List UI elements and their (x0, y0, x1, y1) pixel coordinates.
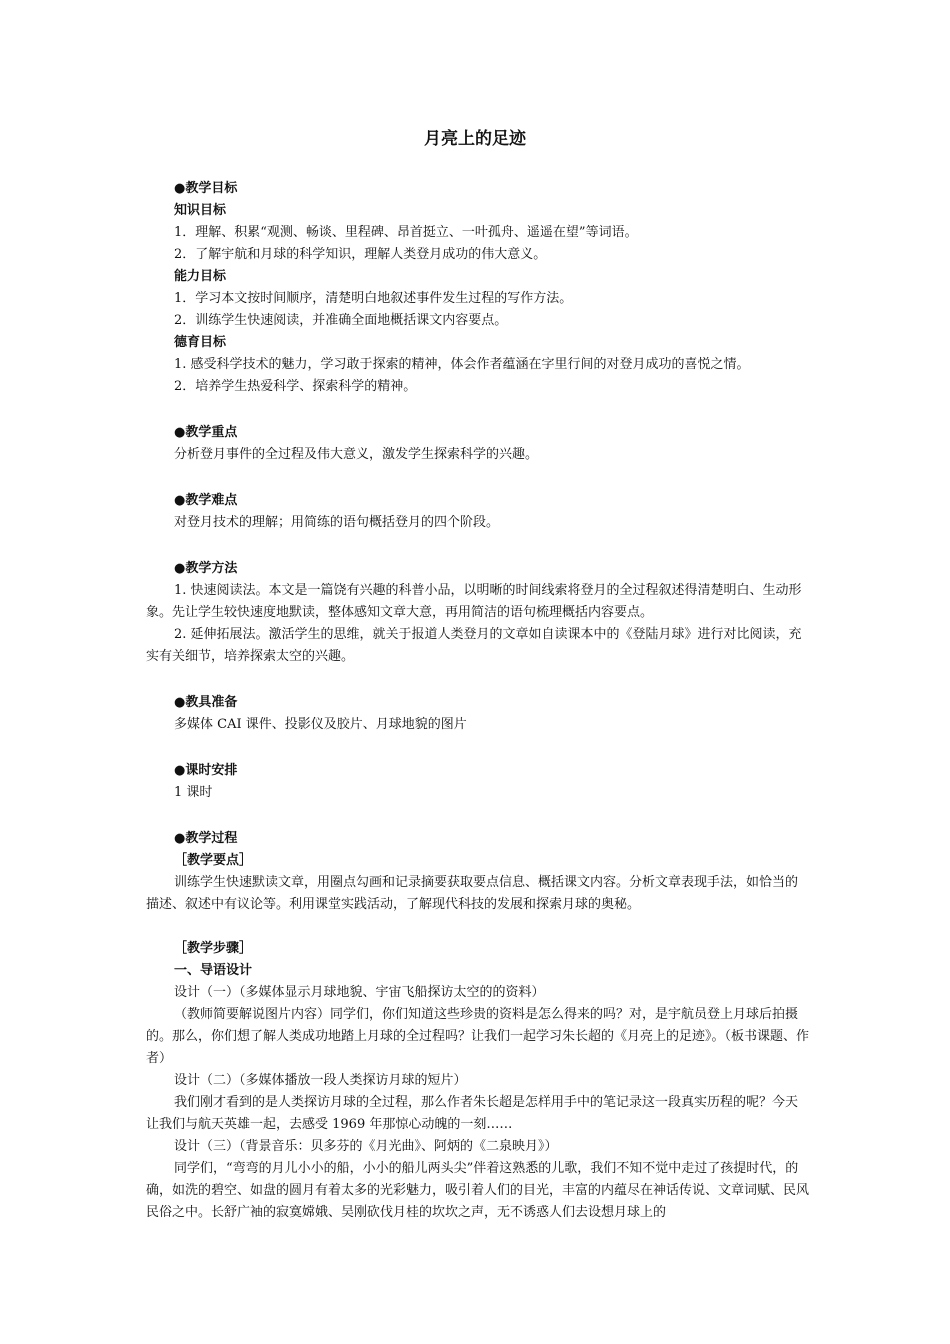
section-text-schedule: 1 课时 (174, 785, 213, 800)
section-heading-difficulty: ●教学难点 (174, 493, 238, 508)
page-title: 月亮上的足迹 (424, 129, 526, 149)
design-paragraph: （教师简要解说图片内容）同学们，你们知道这些珍贵的资料是怎么得来的吗？对，是宇航员登上月球后拍摄的。那么，你们想了解人类成功地踏上月球的全过程吗？让我们一起学习朱长超的《月亮上的足迹》。（板书课题、作者） (146, 1007, 810, 1066)
list-item: 1．学习本文按时间顺序，清楚明白地叙述事件发生过程的写作方法。 (174, 291, 573, 306)
subheading-ability: 能力目标 (174, 269, 227, 284)
list-item: 2．培养学生热爱科学、探索科学的精神。 (174, 379, 417, 394)
section-heading-process: ●教学过程 (174, 831, 238, 846)
subheading-intro: 一、导语设计 (174, 963, 253, 978)
design-paragraph: 我们刚才看到的是人类探访月球的全过程，那么作者朱长超是怎样用手中的笔记录这一段真实历程的呢？今天让我们与航天英雄一起，去感受 1969 年那惊心动魄的一刻…… (146, 1095, 799, 1132)
section-text-focus: 分析登月事件的全过程及伟大意义，激发学生探索科学的兴趣。 (174, 447, 539, 462)
subheading-moral: 德育目标 (174, 335, 227, 350)
section-text-difficulty: 对登月技术的理解；用简练的语句概括登月的四个阶段。 (174, 515, 500, 530)
section-heading-goals: ●教学目标 (174, 181, 238, 196)
subheading-key-points: ［教学要点］ (174, 853, 253, 868)
method-paragraph: 2. 延伸拓展法。激活学生的思维，就关于报道人类登月的文章如自读课本中的《登陆月球》进行对比阅读，充实有关细节，培养探索太空的兴趣。 (146, 627, 802, 664)
list-item: 2．了解宇航和月球的科学知识，理解人类登月成功的伟大意义。 (174, 247, 547, 262)
section-heading-focus: ●教学重点 (174, 425, 238, 440)
section-heading-tools: ●教具准备 (174, 695, 238, 710)
design-paragraph: 同学们，“弯弯的月儿小小的船，小小的船儿两头尖”伴着这熟悉的儿歌，我们不知不觉中走过了孩提时代，的确，如洗的碧空、如盘的圆月有着太多的光彩魅力，吸引着人们的目光，丰富的内蕴尽在神话传说、文章词赋、民风民俗之中。长舒广袖的寂寞嫦娥、吴刚砍伐月桂的坎坎之声，无不诱惑人们去设想月球上的 (146, 1161, 810, 1220)
design-label: 设计（二）（多媒体播放一段人类探访月球的短片） (174, 1073, 467, 1088)
section-heading-schedule: ●课时安排 (174, 763, 238, 778)
list-item: 1．理解、积累“观测、畅谈、里程碑、昂首挺立、一叶孤舟、遥遥在望”等词语。 (174, 225, 638, 240)
subheading-knowledge: 知识目标 (174, 203, 227, 218)
design-label: 设计（一）（多媒体显示月球地貌、宇宙飞船探访太空的的资料） (174, 985, 545, 1000)
section-text-tools: 多媒体 CAI 课件、投影仪及胶片、月球地貌的图片 (174, 717, 467, 732)
document-body (146, 178, 810, 1224)
section-heading-methods: ●教学方法 (174, 561, 238, 576)
design-label: 设计（三）（背景音乐：贝多芬的《月光曲》、阿炳的《二泉映月》） (174, 1139, 558, 1154)
list-item: 1. 感受科学技术的魅力，学习敢于探索的精神，体会作者蕴涵在字里行间的对登月成功的喜悦之情。 (174, 357, 750, 372)
list-item: 2．训练学生快速阅读，并准确全面地概括课文内容要点。 (174, 313, 508, 328)
method-paragraph: 1. 快速阅读法。本文是一篇饶有兴趣的科普小品，以明晰的时间线索将登月的全过程叙述得清楚明白、生动形象。先让学生较快速度地默读，整体感知文章大意，再用简洁的语句梳理概括内容要点。 (146, 583, 802, 620)
subheading-steps: ［教学步骤］ (174, 941, 253, 956)
key-points-paragraph: 训练学生快速默读文章，用圈点勾画和记录摘要获取要点信息、概括课文内容。分析文章表现手法，如恰当的描述、叙述中有议论等。利用课堂实践活动，了解现代科技的发展和探索月球的奥秘。 (146, 875, 799, 912)
